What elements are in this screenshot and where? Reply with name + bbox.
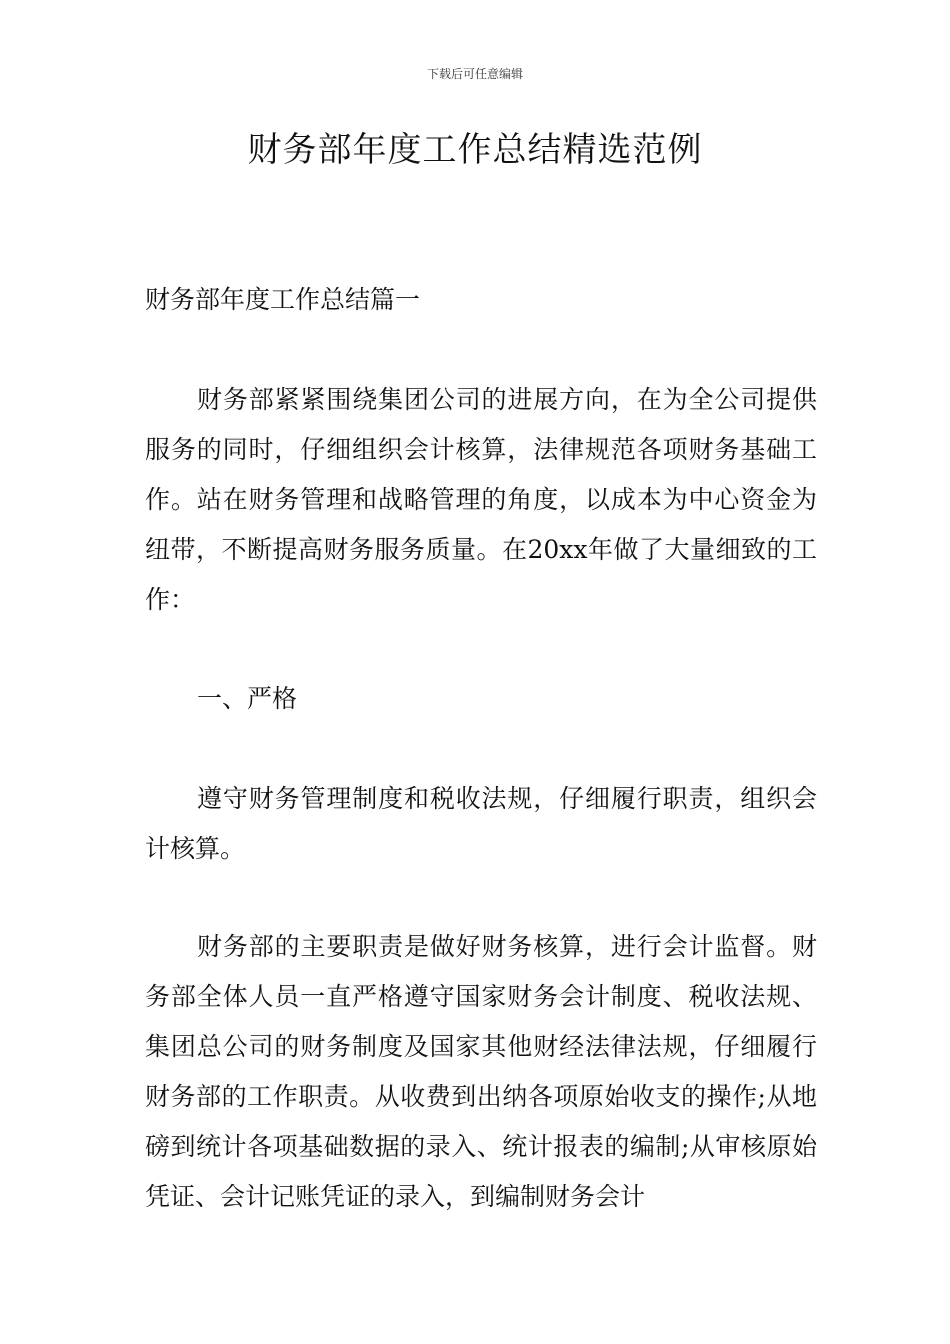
paragraph-duties: 财务部的主要职责是做好财务核算，进行会计监督。财务部全体人员一直严格遵守国家财务会计制度、税收法规、集团总公司的财务制度及国家其他财经法律法规，仔细履行财务部的工作职责。从收费到出纳各项原始收支的操作;从地磅到统计各项基础数据的录入、统计报表的编制;从审核原始凭证、会计记账凭证的录入，到编制财务会计 (145, 932, 817, 1211)
paragraph-intro: 财务部紧紧围绕集团公司的进展方向，在为全公司提供服务的同时，仔细组织会计核算，法律规范各项财务基础工作。站在财务管理和战略管理的角度，以成本为中心资金为纽带，不断提高财务服务质量。在20xx年做了大量细致的工作： (145, 385, 817, 614)
document-title: 财务部年度工作总结精选范例 (247, 130, 703, 170)
subheading-strict: 一、严格 (197, 684, 298, 713)
section-title: 财务部年度工作总结篇一 (145, 285, 421, 314)
page-header-note: 下载后可任意编辑 (426, 67, 523, 81)
paragraph-compliance: 遵守财务管理制度和税收法规，仔细履行职责，组织会计核算。 (145, 784, 817, 863)
